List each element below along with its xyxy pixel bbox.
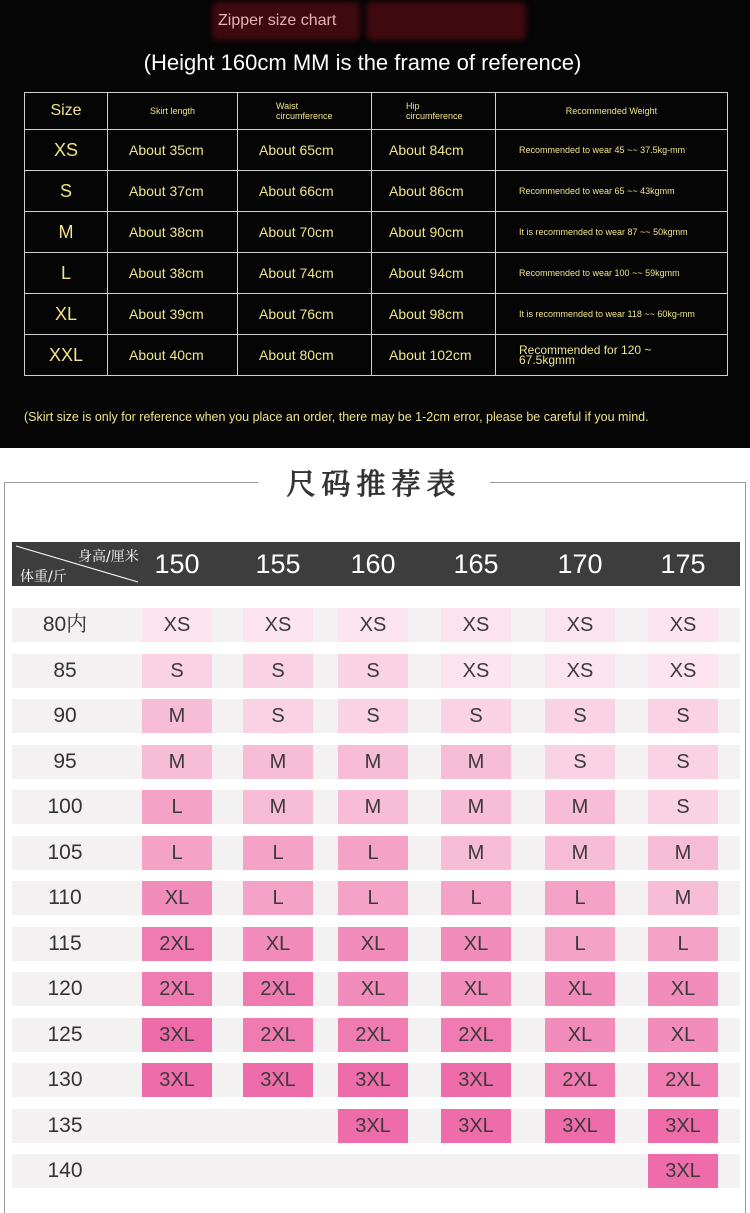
size-cell: S — [545, 745, 615, 779]
size-cell: 3XL — [338, 1063, 408, 1097]
table-row — [25, 212, 728, 253]
size-cell: XL — [441, 972, 511, 1006]
size-cell: M — [545, 836, 615, 870]
size-cell: S — [243, 699, 313, 733]
weight-label: 85 — [53, 659, 77, 682]
size-cell: XXL — [25, 335, 108, 376]
size-cell: XL — [25, 294, 108, 335]
size-cell: L — [648, 927, 718, 961]
size-cell: XS — [441, 608, 511, 642]
size-cell: S — [142, 654, 212, 688]
table-header-row — [25, 93, 728, 130]
recommend-chart-title-wrap — [258, 462, 490, 506]
size-cell: 2XL — [648, 1063, 718, 1097]
table-row — [25, 294, 728, 335]
size-cell: 2XL — [243, 1018, 313, 1052]
size-cell: XL — [545, 972, 615, 1006]
hip-cell: About 98cm — [372, 294, 496, 335]
size-cell: M — [338, 745, 408, 779]
size-cell: 3XL — [648, 1154, 718, 1188]
size-cell: S — [243, 654, 313, 688]
table-row — [25, 130, 728, 171]
weight-label: 120 — [47, 977, 83, 1000]
weight-label: 135 — [47, 1114, 83, 1137]
size-cell: M — [243, 745, 313, 779]
size-cell: XL — [243, 927, 313, 961]
size-cell: S — [338, 699, 408, 733]
size-cell: S — [648, 699, 718, 733]
table-row — [12, 1154, 740, 1188]
header-size: Size — [25, 93, 108, 130]
size-cell: XS — [338, 608, 408, 642]
weight-label: 125 — [47, 1023, 83, 1046]
hip-cell: About 90cm — [372, 212, 496, 253]
size-cell: 3XL — [441, 1109, 511, 1143]
height-label: 150 — [154, 549, 200, 579]
size-cell: XS — [25, 130, 108, 171]
size-cell: M — [648, 836, 718, 870]
waist-cell: About 76cm — [238, 294, 372, 335]
zipper-chart-title: Zipper size chart — [218, 12, 337, 29]
size-cell: M — [25, 212, 108, 253]
zipper-chart-note: (Skirt size is only for reference when you place an order, there may be 1-2cm error, please be careful if you mind. — [24, 410, 649, 424]
weight-label: 80内 — [42, 613, 88, 636]
weight-label: 130 — [47, 1068, 83, 1091]
weight-label: 140 — [47, 1159, 83, 1182]
height-label: 160 — [350, 549, 396, 579]
size-cell: M — [338, 790, 408, 824]
size-cell: XL — [338, 927, 408, 961]
skirt-length-cell: About 38cm — [108, 212, 238, 253]
size-cell: 2XL — [338, 1018, 408, 1052]
recommended-weight-cell: It is recommended to wear 118 ~~ 60kg-mm — [496, 294, 728, 335]
waist-cell: About 80cm — [238, 335, 372, 376]
corner-cell — [12, 542, 142, 586]
table-row — [25, 171, 728, 212]
size-cell: M — [441, 745, 511, 779]
size-cell: XS — [545, 654, 615, 688]
size-cell: L — [243, 836, 313, 870]
size-cell: S — [545, 699, 615, 733]
size-cell: 3XL — [441, 1063, 511, 1097]
height-label: 155 — [255, 549, 301, 579]
size-cell: XL — [648, 1018, 718, 1052]
size-cell: XS — [142, 608, 212, 642]
recommended-weight-cell: Recommended to wear 100 ~~ 59kgmm — [496, 253, 728, 294]
corner-height-label: 身高/厘米 — [78, 549, 139, 565]
corner-weight-label: 体重/斤 — [20, 569, 67, 585]
size-cell: L — [338, 881, 408, 915]
zipper-chart-subtitle: (Height 160cm MM is the frame of reference) — [143, 50, 582, 75]
size-cell: XS — [648, 654, 718, 688]
table-row — [25, 335, 728, 376]
size-cell: 3XL — [338, 1109, 408, 1143]
size-cell: L — [441, 881, 511, 915]
size-cell: 2XL — [545, 1063, 615, 1097]
size-cell: S — [338, 654, 408, 688]
recommended-weight-cell: Recommended to wear 65 ~~ 43kgmm — [496, 171, 728, 212]
size-cell: 2XL — [142, 972, 212, 1006]
recommend-chart-title: 尺码推荐表 — [286, 467, 462, 501]
size-cell: 3XL — [243, 1063, 313, 1097]
size-cell: M — [441, 790, 511, 824]
hip-cell: About 102cm — [372, 335, 496, 376]
size-cell: 2XL — [243, 972, 313, 1006]
size-cell: M — [142, 745, 212, 779]
blurred-watermark — [366, 2, 526, 40]
waist-cell: About 74cm — [238, 253, 372, 294]
size-cell: M — [142, 699, 212, 733]
size-cell: L — [25, 253, 108, 294]
size-cell: XS — [441, 654, 511, 688]
size-cell: M — [441, 836, 511, 870]
size-cell: XS — [648, 608, 718, 642]
weight-label: 90 — [53, 704, 77, 727]
height-header-bar — [12, 542, 740, 586]
recommended-weight-cell: Recommended to wear 45 ~~ 37.5kg-mm — [496, 130, 728, 171]
header-recommended-weight: Recommended Weight — [496, 93, 728, 130]
hip-cell: About 84cm — [372, 130, 496, 171]
size-cell: 2XL — [142, 927, 212, 961]
table-row — [25, 253, 728, 294]
size-cell: XL — [545, 1018, 615, 1052]
skirt-length-cell: About 35cm — [108, 130, 238, 171]
weight-label: 95 — [53, 750, 77, 773]
size-cell: 3XL — [142, 1018, 212, 1052]
size-cell: L — [545, 927, 615, 961]
size-cell: S — [441, 699, 511, 733]
skirt-length-cell: About 39cm — [108, 294, 238, 335]
height-label: 175 — [660, 549, 706, 579]
size-cell: S — [648, 790, 718, 824]
size-cell: L — [142, 790, 212, 824]
size-cell: XL — [338, 972, 408, 1006]
size-cell: XL — [142, 881, 212, 915]
height-label: 170 — [557, 549, 603, 579]
size-cell: M — [648, 881, 718, 915]
header-skirt-length: Skirt length — [108, 93, 238, 130]
skirt-length-cell: About 40cm — [108, 335, 238, 376]
size-cell: M — [545, 790, 615, 824]
size-cell: L — [142, 836, 212, 870]
size-cell: L — [338, 836, 408, 870]
waist-cell: About 66cm — [238, 171, 372, 212]
weight-label: 105 — [47, 841, 83, 864]
size-cell: XS — [243, 608, 313, 642]
skirt-length-cell: About 38cm — [108, 253, 238, 294]
waist-cell: About 65cm — [238, 130, 372, 171]
hip-cell: About 94cm — [372, 253, 496, 294]
weight-label: 100 — [47, 795, 83, 818]
size-cell: S — [648, 745, 718, 779]
size-cell: 3XL — [142, 1063, 212, 1097]
size-cell: XS — [545, 608, 615, 642]
zipper-size-table — [24, 92, 728, 376]
weight-label: 115 — [48, 932, 82, 955]
size-cell: L — [243, 881, 313, 915]
size-cell: XL — [441, 927, 511, 961]
size-cell: 3XL — [648, 1109, 718, 1143]
header-waist: Waist circumference — [238, 93, 372, 130]
zipper-size-chart-section — [0, 0, 750, 448]
size-cell: M — [243, 790, 313, 824]
size-cell: L — [545, 881, 615, 915]
weight-label: 110 — [48, 886, 82, 909]
size-cell: S — [25, 171, 108, 212]
recommended-weight-cell: Recommended for 120 ~ 67.5kgmm — [496, 335, 728, 376]
size-cell: 3XL — [545, 1109, 615, 1143]
header-hip: Hip circumference — [372, 93, 496, 130]
hip-cell: About 86cm — [372, 171, 496, 212]
waist-cell: About 70cm — [238, 212, 372, 253]
recommended-weight-cell: It is recommended to wear 87 ~~ 50kgmm — [496, 212, 728, 253]
size-cell: XL — [648, 972, 718, 1006]
size-cell: 2XL — [441, 1018, 511, 1052]
height-label: 165 — [453, 549, 499, 579]
skirt-length-cell: About 37cm — [108, 171, 238, 212]
